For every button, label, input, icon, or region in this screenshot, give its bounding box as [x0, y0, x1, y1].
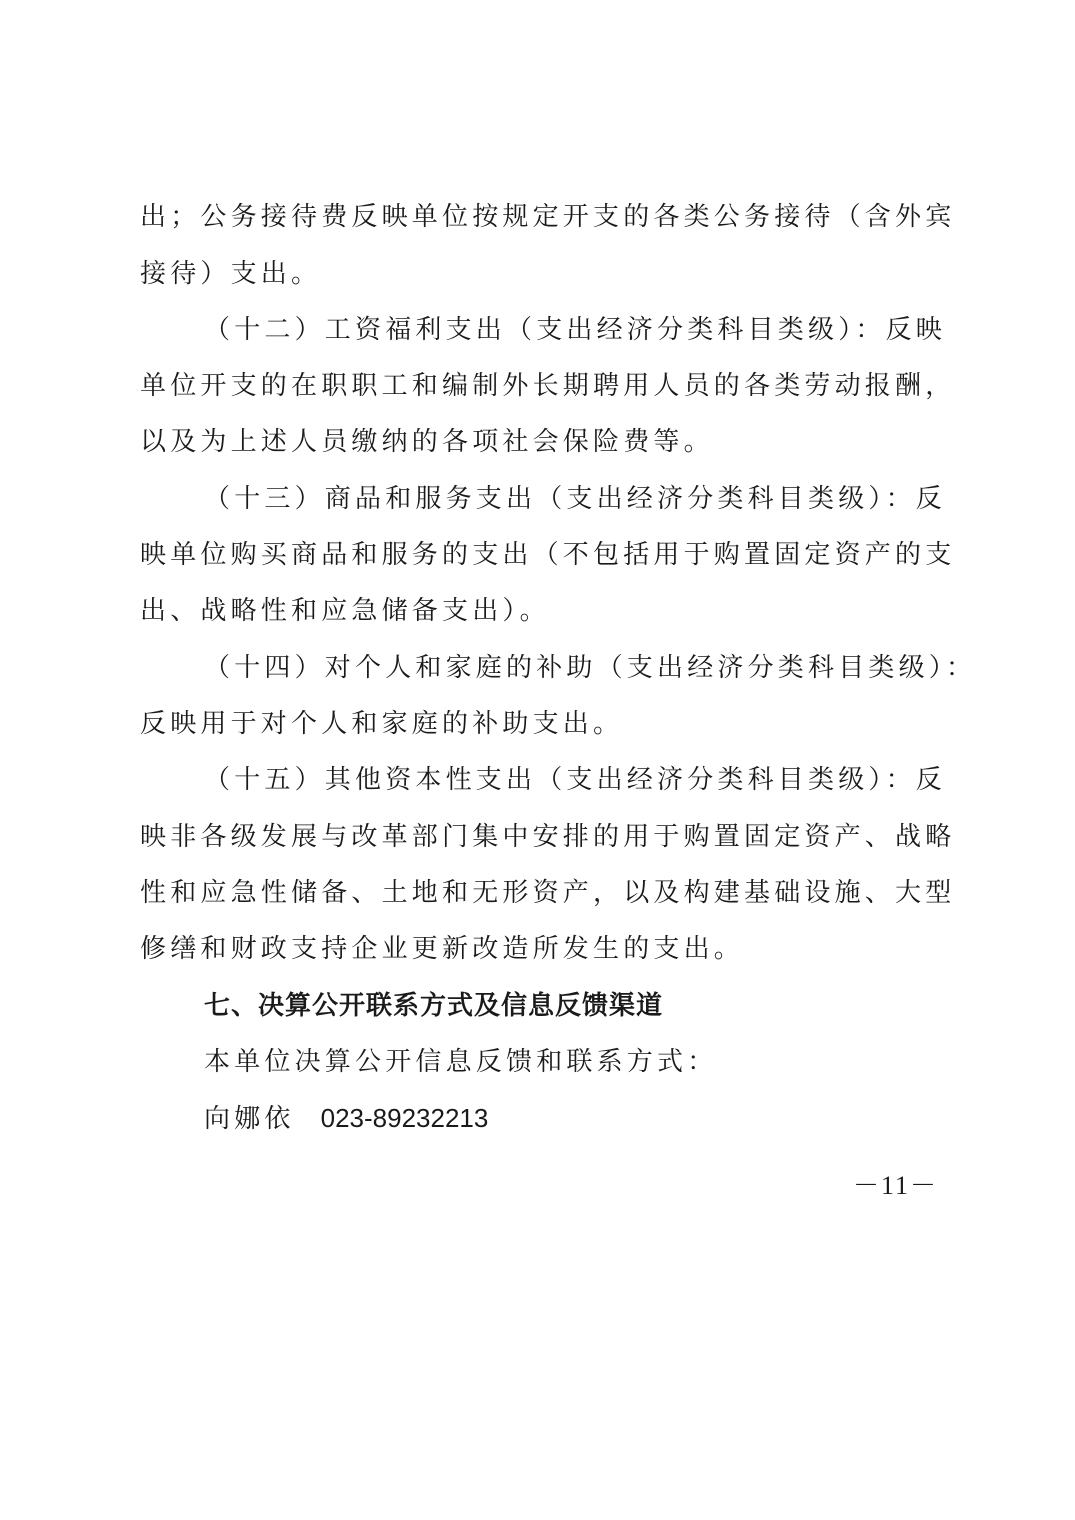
contact-intro: 本单位决算公开信息反馈和联系方式： — [204, 1047, 718, 1077]
contact-name: 向娜依 — [204, 1104, 295, 1134]
contact-line — [204, 1098, 920, 1139]
body-text-line: 出、战略性和应急储备支出）。 — [140, 596, 550, 626]
body-text-line: 出；公务接待费反映单位按规定开支的各类公务接待（含外宾 — [140, 202, 956, 232]
body-text-line: 以及为上述人员缴纳的各项社会保险费等。 — [140, 427, 714, 457]
body-text-line: 修缮和财政支持企业更新改造所发生的支出。 — [140, 934, 745, 964]
contact-phone: 023-89232213 — [320, 1103, 489, 1133]
body-text-line: 映单位购买商品和服务的支出（不包括用于购置固定资产的支 — [140, 540, 956, 570]
body-text-line: 性和应急性储备、土地和无形资产，以及构建基础设施、大型 — [140, 878, 956, 908]
body-text-line: 反映用于对个人和家庭的补助支出。 — [140, 709, 624, 739]
body-text-line: 映非各级发展与改革部门集中安排的用于购置固定资产、战略 — [140, 822, 956, 852]
page-number: －11－ — [852, 1171, 938, 1200]
body-text-line: 接待）支出。 — [140, 259, 322, 289]
body-text-line: 单位开支的在职职工和编制外长期聘用人员的各类劳动报酬， — [140, 371, 956, 401]
body-text-line: （十五）其他资本性支出（支出经济分类科目类级）：反 — [204, 765, 947, 795]
body-text-line: （十三）商品和服务支出（支出经济分类科目类级）：反 — [204, 484, 947, 514]
body-text-line: （十二）工资福利支出（支出经济分类科目类级）：反映 — [204, 315, 947, 345]
body-text-line: （十四）对个人和家庭的补助（支出经济分类科目类级）： — [204, 653, 977, 683]
section-heading: 七、决算公开联系方式及信息反馈渠道 — [204, 991, 664, 1021]
